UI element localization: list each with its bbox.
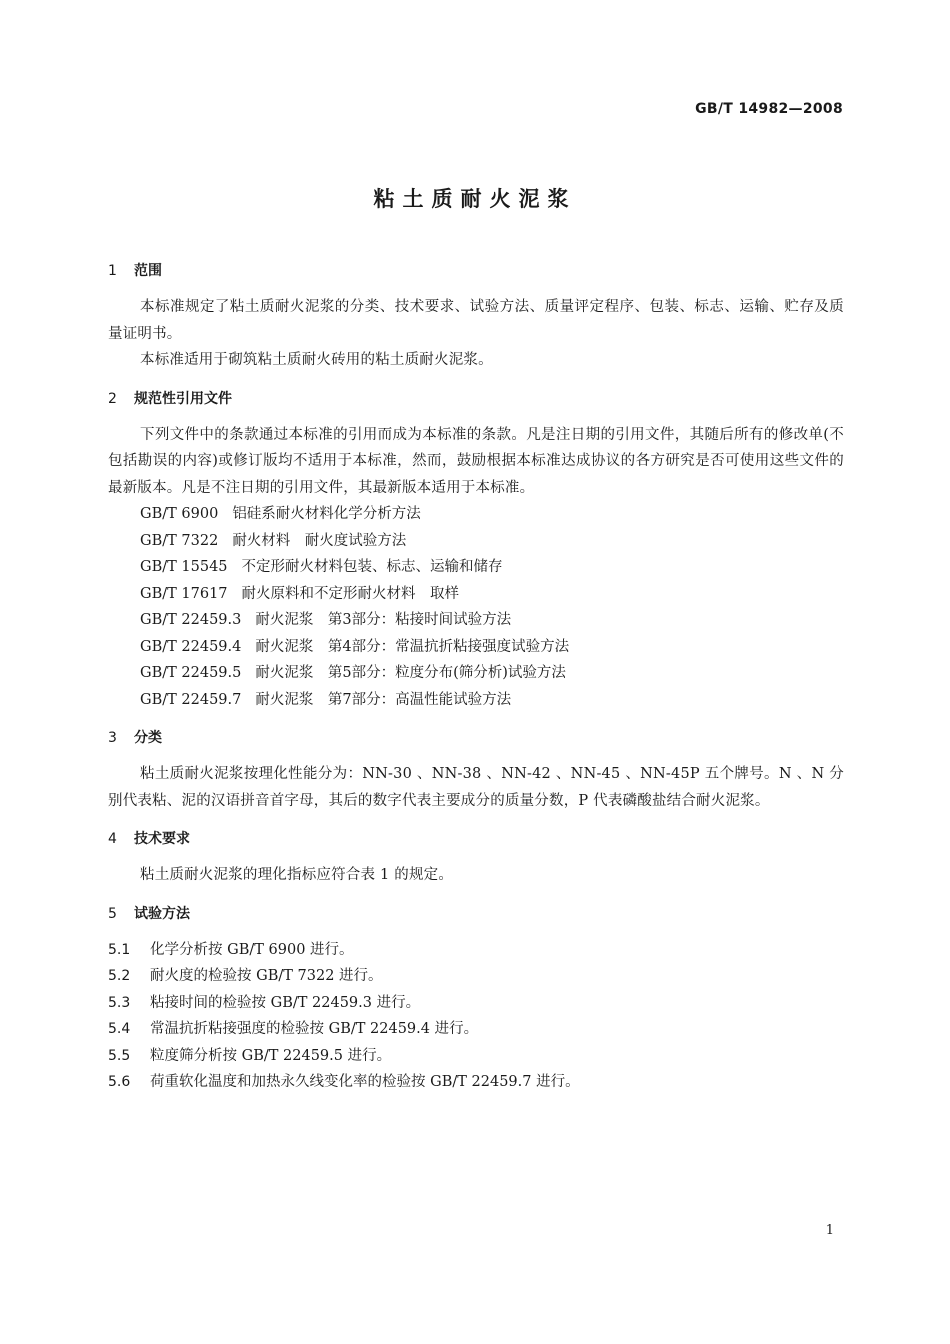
section-heading-2 <box>108 386 844 412</box>
paragraph: 粘土质耐火泥浆的理化指标应符合表 1 的规定。 <box>140 867 454 883</box>
subclause-text: 耐火度的检验按 GB/T 7322 进行。 <box>150 968 383 984</box>
subclause-text: 常温抗折粘接强度的检验按 GB/T 22459.4 进行。 <box>150 1021 479 1037</box>
reference-code: GB/T 7322 <box>140 532 219 549</box>
section-heading-5 <box>108 901 844 927</box>
reference-title: 耐火材料 耐火度试验方法 <box>232 532 407 549</box>
subclause <box>108 990 844 1017</box>
reference-item <box>108 581 844 608</box>
reference-title: 耐火泥浆 第3部分：粘接时间试验方法 <box>255 612 512 628</box>
section-heading-1 <box>108 258 844 284</box>
subclause <box>108 937 844 964</box>
reference-code: GB/T 15545 <box>140 559 228 575</box>
section-title: 分类 <box>134 730 162 746</box>
section-title: 范围 <box>134 263 162 279</box>
paragraph: 下列文件中的条款通过本标准的引用而成为本标准的条款。凡是注日期的引用文件，其随后所有的修改单(不包括勘误的内容)或修订版均不适用于本标准，然而，鼓励根据本标准达成协议的各方研究是否可使用这些文件的最新版本。凡是不注日期的引用文件，其最新版本适用于本标准。 <box>108 426 844 496</box>
reference-title: 耐火泥浆 第7部分：高温性能试验方法 <box>255 691 512 708</box>
section-title: 试验方法 <box>134 905 190 922</box>
page-number: 1 <box>825 1223 834 1238</box>
section-heading-4 <box>108 826 844 852</box>
subclause-text: 荷重软化温度和加热永久线变化率的检验按 GB/T 22459.7 进行。 <box>150 1074 580 1090</box>
section-number: 4 <box>108 831 117 847</box>
subclause-text: 粒度筛分析按 GB/T 22459.5 进行。 <box>150 1047 392 1064</box>
subclause-number: 5.6 <box>108 1074 131 1090</box>
reference-item <box>108 660 844 687</box>
subclause <box>108 1043 844 1070</box>
paragraph: 本标准适用于砌筑粘土质耐火砖用的粘土质耐火泥浆。 <box>140 352 493 368</box>
reference-code: GB/T 22459.3 <box>140 612 242 628</box>
section-number: 2 <box>108 390 117 407</box>
subclause-text: 化学分析按 GB/T 6900 进行。 <box>150 941 354 958</box>
reference-item <box>108 528 844 555</box>
standard-code: GB/T 14982—2008 <box>695 101 843 117</box>
reference-code: GB/T 17617 <box>140 585 228 602</box>
reference-item <box>108 634 844 661</box>
reference-item <box>108 607 844 634</box>
reference-item <box>108 554 844 581</box>
reference-item <box>108 501 844 528</box>
reference-title: 耐火泥浆 第5部分：粒度分布(筛分析)试验方法 <box>255 665 566 681</box>
reference-title: 铝硅系耐火材料化学分析方法 <box>232 506 421 522</box>
subclause <box>108 1016 844 1043</box>
subclause-text: 粘接时间的检验按 GB/T 22459.3 进行。 <box>150 994 421 1011</box>
section-title: 技术要求 <box>134 831 190 847</box>
section-title: 规范性引用文件 <box>134 390 232 407</box>
reference-title: 不定形耐火材料包装、标志、运输和储存 <box>241 559 503 575</box>
section-number: 1 <box>108 263 117 279</box>
reference-code: GB/T 6900 <box>140 506 219 522</box>
section-number: 3 <box>108 730 117 746</box>
paragraph: 本标准规定了粘土质耐火泥浆的分类、技术要求、试验方法、质量评定程序、包装、标志、运输、贮存及质量证明书。 <box>108 299 844 342</box>
reference-title: 耐火原料和不定形耐火材料 取样 <box>241 585 460 602</box>
reference-code: GB/T 22459.5 <box>140 665 242 681</box>
subclause-number: 5.2 <box>108 968 131 984</box>
subclause-number: 5.1 <box>108 941 131 958</box>
reference-code: GB/T 22459.4 <box>140 638 242 655</box>
reference-item <box>108 687 844 714</box>
subclause-number: 5.3 <box>108 994 131 1011</box>
document-title: 粘土质耐火泥浆 <box>373 187 577 211</box>
subclause <box>108 963 844 990</box>
subclause-number: 5.4 <box>108 1021 131 1037</box>
reference-title: 耐火泥浆 第4部分：常温抗折粘接强度试验方法 <box>255 638 570 655</box>
reference-code: GB/T 22459.7 <box>140 691 242 708</box>
section-number: 5 <box>108 905 117 922</box>
section-heading-3 <box>108 725 844 751</box>
paragraph: 粘土质耐火泥浆按理化性能分为：NN-30 、NN-38 、NN-42 、NN-45 、NN-45P 五个牌号。N 、N 分别代表粘、泥的汉语拼音首字母，其后的数字代表主要成分的质量分数，P 代表磷酸盐结合耐火泥浆。 <box>108 766 844 809</box>
subclause-number: 5.5 <box>108 1047 131 1064</box>
document-body <box>108 258 844 1096</box>
subclause <box>108 1069 844 1096</box>
